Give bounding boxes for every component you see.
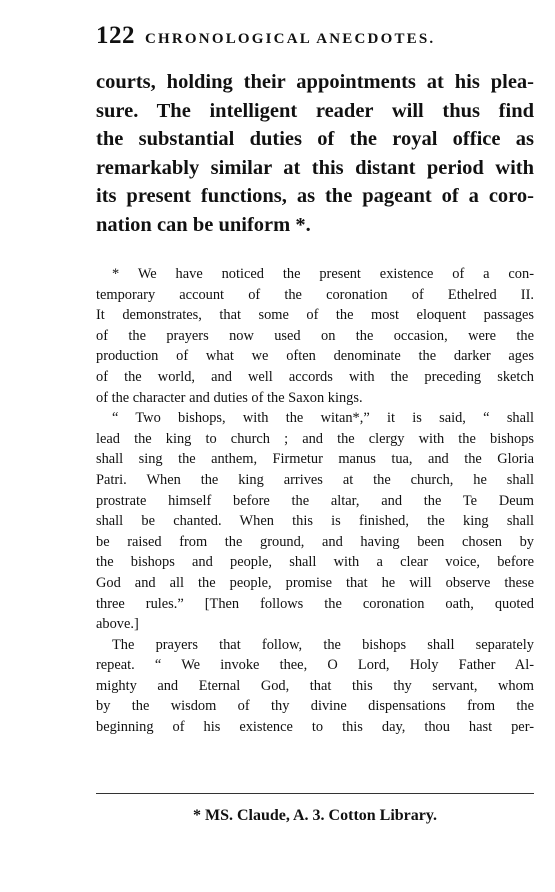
footnote-line: mighty and Eternal God, that this thy servant, whom bbox=[96, 677, 534, 694]
footnote-line: Patri. When the king arrives at the church, he shall bbox=[96, 471, 534, 488]
footnote-line: repeat. “ We invoke thee, O Lord, Holy Father Al- bbox=[96, 657, 534, 674]
footnote-line: The prayers that follow, the bishops shall separately bbox=[112, 636, 534, 653]
main-text bbox=[96, 68, 534, 239]
main-text-line: remarkably similar at this distant period with bbox=[96, 156, 534, 179]
footnote-line: shall be chanted. When this is finished, the king shall bbox=[96, 513, 534, 530]
footnote-line: the bishops and people, shall with a clear voice, before bbox=[96, 554, 534, 571]
main-text-line: the substantial duties of the royal office as bbox=[96, 128, 534, 150]
running-title: CHRONOLOGICAL ANECDOTES. bbox=[145, 31, 436, 47]
footnote bbox=[96, 264, 534, 738]
footnote-rule bbox=[96, 793, 534, 794]
footnote-line: by the wisdom of thy divine dispensations from the bbox=[96, 698, 534, 715]
footnote-line: of the character and duties of the Saxon kings. bbox=[96, 389, 363, 406]
main-text-line: nation can be uniform *. bbox=[96, 213, 311, 236]
footnote-line: production of what we often denominate the darker ages bbox=[96, 348, 534, 365]
footnote-line: of the prayers now used on the occasion, were the bbox=[96, 327, 534, 344]
footnote-line: of the world, and well accords with the preceding sketch bbox=[96, 368, 534, 385]
footnote-line: be raised from the ground, and having been chosen by bbox=[96, 533, 534, 550]
footnote-line: beginning of his existence to this day, thou hast per- bbox=[96, 719, 534, 736]
footnote-line: * We have noticed the present existence of a con- bbox=[112, 266, 534, 282]
footnote-line: God and all the people, promise that he will observe these bbox=[96, 574, 534, 591]
page-number: 122 bbox=[96, 22, 135, 49]
footnote-line: shall sing the anthem, Firmetur manus tua, and the Gloria bbox=[96, 451, 534, 468]
main-text-line: sure. The intelligent reader will thus find bbox=[96, 99, 534, 122]
footnote-line: It demonstrates, that some of the most eloquent passages bbox=[96, 307, 534, 324]
bottom-footnote: * MS. Claude, A. 3. Cotton Library. bbox=[192, 807, 437, 824]
footnote-line: lead the king to church ; and the clergy with the bishops bbox=[96, 430, 534, 447]
footnote-line: prostrate himself before the altar, and the Te Deum bbox=[96, 492, 534, 509]
footnote-line: above.] bbox=[96, 616, 139, 633]
main-text-line: courts, holding their appointments at his plea- bbox=[96, 71, 534, 93]
running-head bbox=[96, 22, 536, 52]
main-text-line: its present functions, as the pageant of a coro- bbox=[96, 185, 534, 207]
footnote-line: “ Two bishops, with the witan*,” it is said, “ shall bbox=[112, 410, 534, 427]
footnote-line: three rules.” [Then follows the coronation oath, quoted bbox=[96, 595, 534, 612]
footnote-line: temporary account of the coronation of Ethelred II. bbox=[96, 286, 534, 303]
